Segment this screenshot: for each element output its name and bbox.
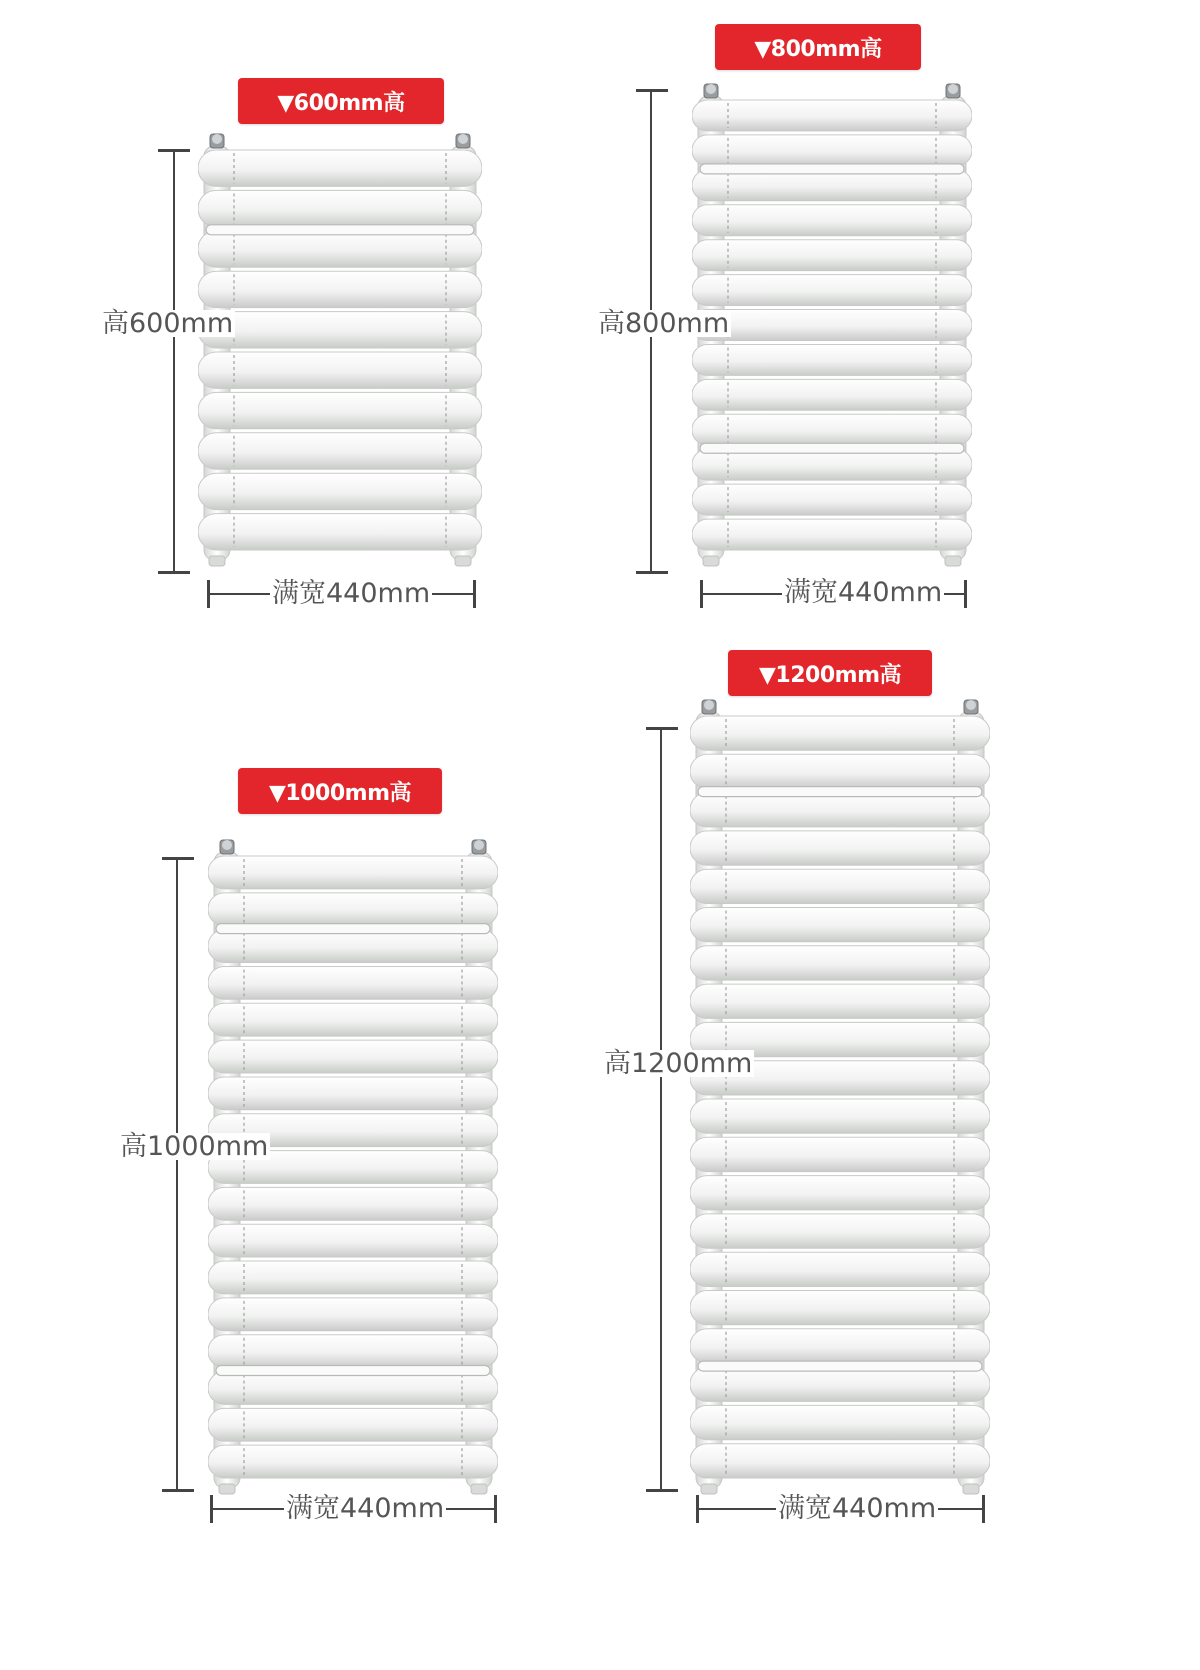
height-label-1200: 高1200mm — [604, 1048, 753, 1079]
width-label-600: 满宽440mm — [272, 578, 431, 609]
height-tick-top-1000 — [162, 857, 194, 860]
width-label-1200: 满宽440mm — [778, 1493, 937, 1524]
height-label-1000: 高1000mm — [120, 1131, 269, 1162]
height-dimension-line-1200 — [660, 728, 662, 1490]
height-tick-bottom-600 — [158, 571, 190, 574]
height-dimension-line-1000 — [176, 858, 178, 1490]
radiator-1200mm — [690, 696, 990, 1496]
width-tick-right-1000 — [494, 1495, 497, 1523]
radiator-drawing — [690, 696, 990, 1496]
width-tick-left-1000 — [210, 1495, 213, 1523]
radiator-drawing — [692, 80, 972, 568]
badge-1000mm: ▼1000mm高 — [238, 768, 442, 814]
badge-800mm: ▼800mm高 — [715, 24, 921, 70]
width-tick-left-600 — [207, 580, 210, 608]
width-label-800: 满宽440mm — [784, 577, 943, 608]
height-tick-bottom-1200 — [646, 1489, 678, 1492]
radiator-800mm — [692, 80, 972, 568]
width-tick-right-600 — [473, 580, 476, 608]
width-tick-left-1200 — [696, 1495, 699, 1523]
width-tick-left-800 — [700, 580, 703, 608]
height-tick-top-1200 — [646, 727, 678, 730]
height-dimension-line-600 — [173, 150, 175, 572]
badge-600mm: ▼600mm高 — [238, 78, 444, 124]
height-label-600: 高600mm — [102, 308, 234, 339]
radiator-drawing — [208, 836, 498, 1496]
width-tick-right-800 — [964, 580, 967, 608]
radiator-600mm — [198, 130, 482, 568]
badge-1200mm: ▼1200mm高 — [728, 650, 932, 696]
width-tick-right-1200 — [982, 1495, 985, 1523]
height-tick-top-600 — [158, 149, 190, 152]
width-label-1000: 满宽440mm — [286, 1493, 445, 1524]
radiator-1000mm — [208, 836, 498, 1496]
height-label-800: 高800mm — [598, 308, 730, 339]
height-tick-bottom-1000 — [162, 1489, 194, 1492]
radiator-drawing — [198, 130, 482, 568]
height-tick-bottom-800 — [636, 571, 668, 574]
height-tick-top-800 — [636, 89, 668, 92]
